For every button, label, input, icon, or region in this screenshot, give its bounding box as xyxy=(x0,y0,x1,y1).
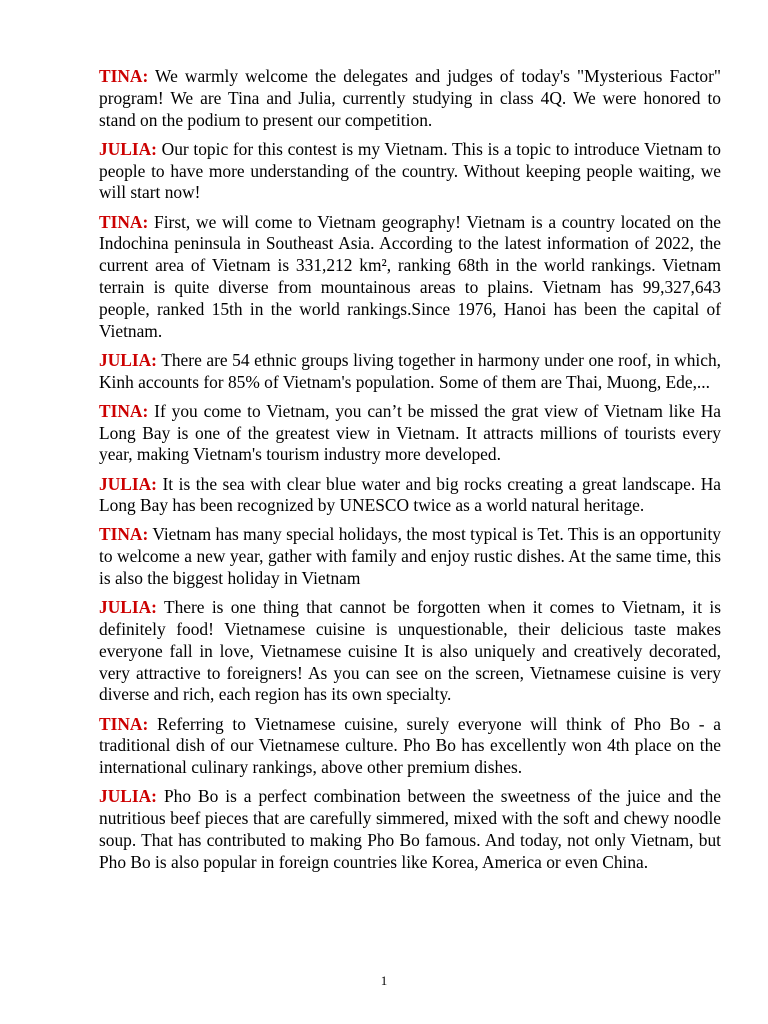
speaker-name: TINA: xyxy=(99,211,149,232)
dialogue-paragraph xyxy=(99,212,721,343)
dialogue-text: We warmly welcome the delegates and judges of today's "Mysterious Factor" program! We are Tina and Julia, currently studying in class 4Q. We were honored to stand on the podium to present our competition. xyxy=(99,66,721,130)
dialogue-text: Our topic for this contest is my Vietnam. This is a topic to introduce Vietnam to people to have more understanding of the country. Without keeping people waiting, we will start now! xyxy=(99,138,721,203)
dialogue-text: Vietnam has many special holidays, the most typical is Tet. This is an opportunity to welcome a new year, gather with family and enjoy rustic dishes. At the same time, this is also the biggest holiday in Vietnam xyxy=(99,524,721,589)
dialogue-paragraph xyxy=(99,139,721,204)
page-number: 1 xyxy=(380,973,388,988)
speaker-name: TINA: xyxy=(99,400,149,421)
dialogue-paragraph xyxy=(99,786,721,873)
speaker-name: JULIA: xyxy=(99,473,157,494)
dialogue-paragraph xyxy=(99,350,721,394)
dialogue-text: Pho Bo is a perfect combination between the sweetness of the juice and the nutritious beef pieces that are carefully simmered, mixed with the soft and chewy noodle soup. That has contributed to making Pho Bo famous. And today, not only Vietnam, but Pho Bo is also popular in foreign countries like Korea, America or even China. xyxy=(99,786,721,872)
document-body xyxy=(99,66,721,881)
dialogue-paragraph xyxy=(99,524,721,589)
speaker-name: TINA: xyxy=(99,524,149,545)
speaker-name: JULIA: xyxy=(99,138,157,159)
dialogue-text: First, we will come to Vietnam geography! Vietnam is a country located on the Indochina peninsula in Southeast Asia. According to the latest information of 2022, the current area of Vietnam is 331,212 km², ranking 68th in the world rankings. Vietnam terrain is quite diverse from mountainous areas to plains. Vietnam has 99,327,643 people, ranked 15th in the world rankings.Since 1976, Hanoi has been the capital of Vietnam. xyxy=(99,211,721,341)
speaker-name: JULIA: xyxy=(99,349,157,370)
speaker-name: JULIA: xyxy=(99,786,157,807)
dialogue-text: If you come to Vietnam, you can’t be missed the grat view of Vietnam like Ha Long Bay is one of the greatest view in Vietnam. It attracts millions of tourists every year, making Vietnam's tourism industry more developed. xyxy=(99,400,721,465)
dialogue-paragraph xyxy=(99,474,721,518)
speaker-name: TINA: xyxy=(99,66,149,86)
dialogue-text: There are 54 ethnic groups living together in harmony under one roof, in which, Kinh accounts for 85% of Vietnam's population. Some of them are Thai, Muong, Ede,... xyxy=(99,349,721,392)
dialogue-paragraph xyxy=(99,401,721,466)
dialogue-paragraph xyxy=(99,597,721,706)
dialogue-text: There is one thing that cannot be forgotten when it comes to Vietnam, it is definitely food! Vietnamese cuisine is unquestionable, their delicious taste makes everyone fall in love, Vietnamese cuisine It is also uniquely and creatively decorated, very attractive to foreigners! As you can see on the screen, Vietnamese cuisine is very diverse and rich, each region has its own specialty. xyxy=(99,597,721,705)
dialogue-paragraph xyxy=(99,66,721,131)
speaker-name: TINA: xyxy=(99,713,149,734)
dialogue-text: Referring to Vietnamese cuisine, surely everyone will think of Pho Bo - a traditional dish of our Vietnamese culture. Pho Bo has excellently won 4th place on the international culinary rankings, above other premium dishes. xyxy=(99,713,721,778)
speaker-name: JULIA: xyxy=(99,597,157,618)
dialogue-paragraph xyxy=(99,714,721,779)
dialogue-text: It is the sea with clear blue water and big rocks creating a great landscape. Ha Long Bay has been recognized by UNESCO twice as a world natural heritage. xyxy=(99,473,721,516)
